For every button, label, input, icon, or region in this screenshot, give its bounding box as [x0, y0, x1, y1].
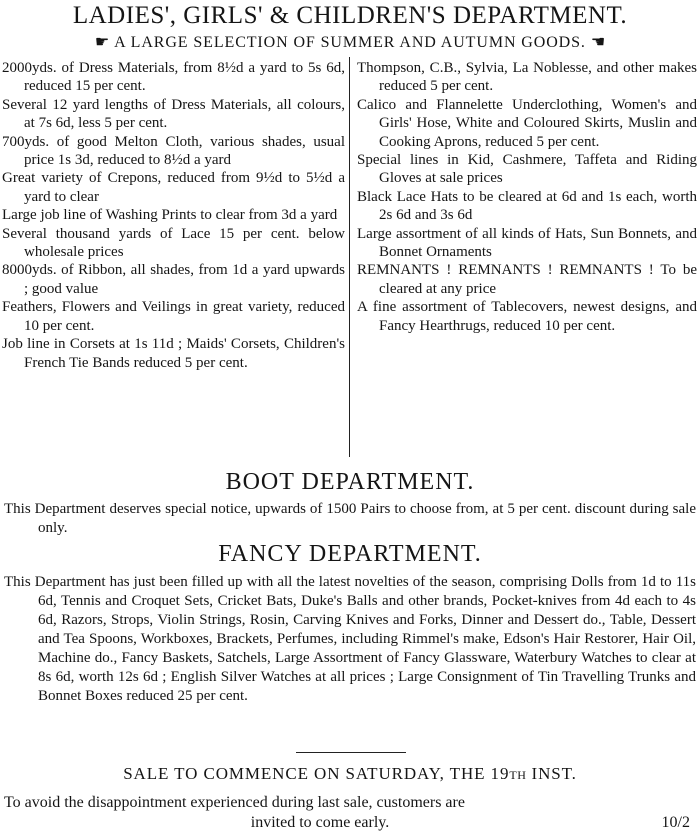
list-item: Thompson, C.B., Sylvia, La Noblesse, and other makes reduced 5 per cent. [357, 60, 697, 95]
list-item: 700yds. of good Melton Cloth, various shades, usual price 1s 3d, reduced to 8½d a yard [2, 133, 345, 169]
list-item: Great variety of Crepons, reduced from 9½d to 5½d a yard to clear [2, 170, 345, 205]
list-item: Black Lace Hats to be cleared at 6d and 1s each, worth 2s 6d and 3s 6d [357, 188, 697, 224]
reference-number: 10/2 [661, 814, 690, 831]
right-column [357, 59, 697, 335]
fancy-text: This Department has just been filled up with all the latest novelties of the season, comprising Dolls from 1d to 11s 6d, Tennis and Croquet Sets, Cricket Bats, Duke's Balls and other brands, Pocket-knives from 4d each to 4s 6d, Razors, Strops, Violin Strings, Rosin, Carving Knives and Forks, Dinner and Dessert do., Table, Dessert and Tea Spoons, Workboxes, Brackets, Perfumes, including Rimmel's make, Edson's Hair Restorer, Hair Oil, Machine do., Fancy Baskets, Satchels, Large Assortment of Fancy Glassware, Waterbury Watches to clear at 8s 6d, worth 12s 6d ; English Silver Watches at all prices ; Large Consignment of Tin Travelling Trunks and Bonnet Boxes reduced 25 per cent. [4, 574, 696, 704]
sale-announcement [0, 763, 700, 786]
list-item: Feathers, Flowers and Veilings in great variety, reduced 10 per cent. [2, 299, 345, 334]
sale-end: INST. [526, 764, 577, 783]
pointing-hand-icon: ☛ [94, 34, 111, 51]
sale-main: SALE TO COMMENCE ON SATURDAY, THE 19 [123, 764, 510, 783]
pointing-hand-icon: ☛ [589, 34, 606, 51]
section-divider [296, 752, 406, 753]
list-item: Several 12 yard lengths of Dress Materials, all colours, at 7s 6d, less 5 per cent. [2, 96, 345, 132]
fancy-heading: FANCY DEPARTMENT. [218, 541, 482, 567]
list-item: Large assortment of all kinds of Hats, Sun Bonnets, and Bonnet Ornaments [357, 225, 697, 261]
boot-heading: BOOT DEPARTMENT. [225, 469, 475, 495]
column-divider [349, 57, 350, 457]
department-title: LADIES', GIRLS' & CHILDREN'S DEPARTMENT. [72, 2, 628, 29]
list-item: Several thousand yards of Lace 15 per cent. below wholesale prices [2, 225, 345, 261]
list-item: Job line in Corsets at 1s 11d ; Maids' Corsets, Children's French Tie Bands reduced 5 per cent. [2, 336, 345, 371]
left-column [2, 59, 345, 372]
list-item: Large job line of Washing Prints to clear from 3d a yard [2, 207, 338, 224]
closing-line-2: invited to come early. [250, 814, 390, 831]
list-item: 2000yds. of Dress Materials, from 8½d a yard to 5s 6d, reduced 15 per cent. [2, 60, 345, 95]
boot-text: This Department deserves special notice, upwards of 1500 Pairs to choose from, at 5 per cent. discount during sale only. [4, 501, 696, 536]
closing-line: To avoid the disappointment experienced during last sale, customers are [4, 794, 465, 811]
list-item: 8000yds. of Ribbon, all shades, from 1d a yard upwards ; good value [2, 262, 345, 297]
list-item: Special lines in Kid, Cashmere, Taffeta and Riding Gloves at sale prices [357, 152, 697, 187]
list-item: A fine assortment of Tablecovers, newest designs, and Fancy Hearthrugs, reduced 10 per cent. [357, 299, 697, 334]
list-item: Calico and Flannelette Underclothing, Women's and Girls' Hose, White and Coloured Skirts, Muslin and Cooking Aprons, reduced 5 per cent. [357, 96, 697, 150]
list-item: REMNANTS ! REMNANTS ! REMNANTS ! To be cleared at any price [357, 262, 697, 297]
subtitle-text: A LARGE SELECTION OF SUMMER AND AUTUMN GOODS. [114, 34, 586, 51]
sale-ordinal-suffix: TH [509, 768, 527, 782]
department-subtitle [0, 33, 700, 53]
